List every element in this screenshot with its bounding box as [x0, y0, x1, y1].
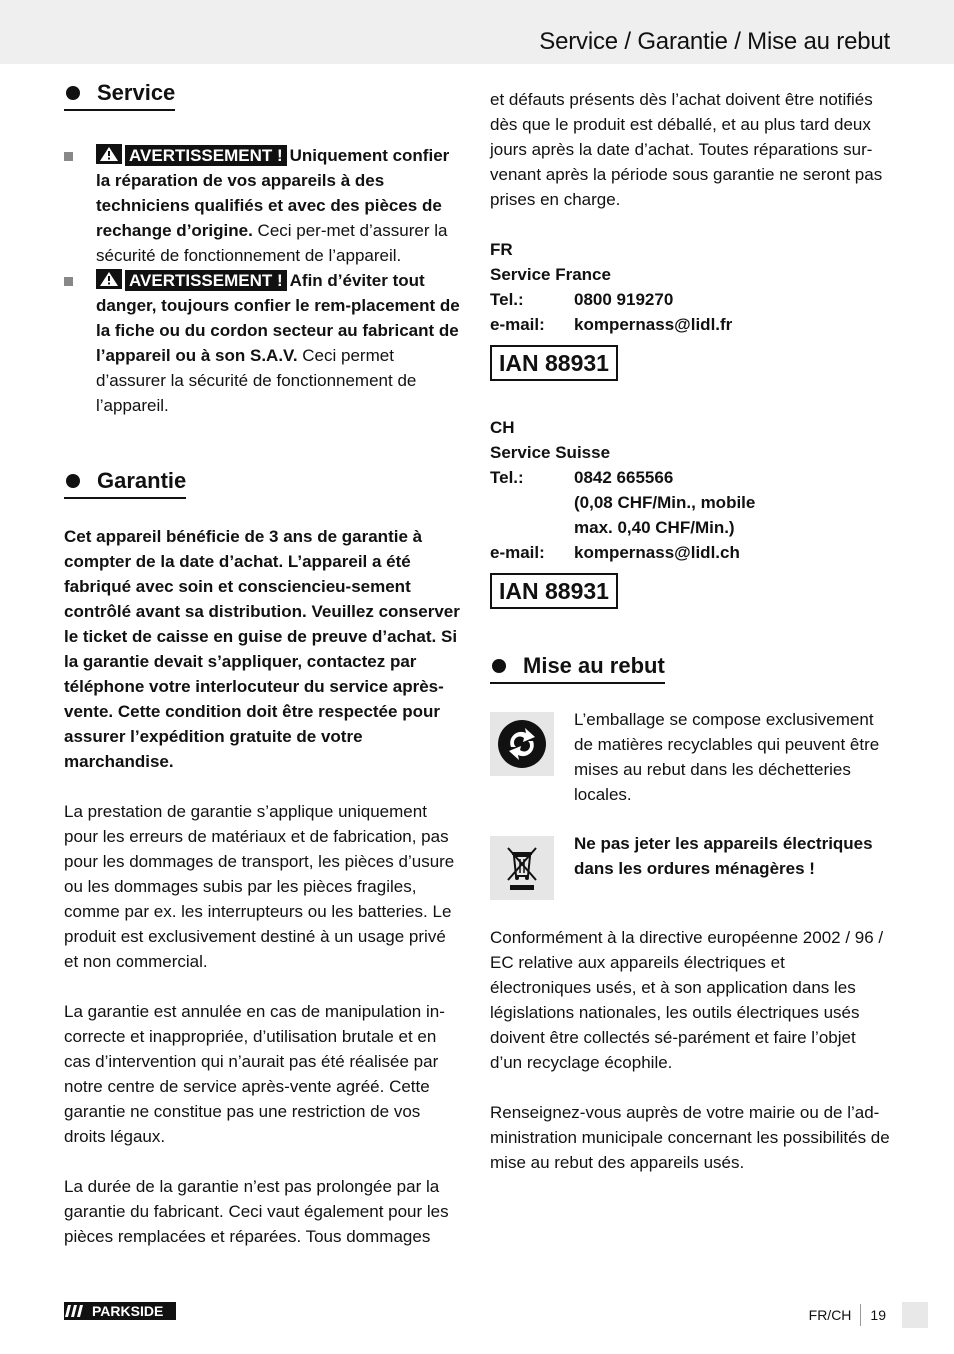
garantie-para-3-continued: et défauts présents dès l’achat doivent être notifiés dès que le produit est déballé, et au plus tard deux jours après la date d’achat. Toutes réparations sur-venant après la période sous garantie ne seront pas prises en charge. [490, 90, 883, 209]
ian-box: IAN 88931 [490, 345, 618, 381]
weee-warning-text: Ne pas jeter les appareils électriques dans les ordures ménagères ! [574, 834, 873, 878]
contact-country: FR [490, 240, 513, 259]
service-warning-2 [64, 268, 464, 418]
email-label: e-mail: [490, 315, 545, 334]
weee-block [490, 832, 890, 900]
crossed-bin-icon [490, 836, 554, 900]
green-dot-recycle-icon [490, 712, 554, 776]
heading-bullet-icon [492, 659, 506, 673]
rebut-heading-text: Mise au rebut [523, 653, 665, 678]
email-value: kompernass@lidl.ch [574, 543, 740, 562]
service-warning-1 [64, 143, 464, 268]
parkside-logo [64, 1302, 176, 1320]
tel-rate-max: max. 0,40 CHF/Min.) [574, 518, 735, 537]
contact-ch [490, 415, 890, 565]
right-column [490, 87, 890, 1175]
garantie-intro: Cet appareil bénéficie de 3 ans de garantie à compter de la date d’achat. L’appareil a été fabriqué avec soin et consciencieu-sement contrôlé avant sa distribution. Veuillez conserver le ticket de caisse en guise de preuve d’achat. Si la garantie devait s’appliquer, contactez par téléphone votre interlocuteur du service après-vente. Cette condition doit être respectée pour assurer l’expédition gratuite de votre marchandise. [64, 527, 460, 771]
page-number: 19 [870, 1307, 886, 1323]
header-bar [0, 0, 954, 64]
garantie-para-1: La prestation de garantie s’applique uniquement pour les erreurs de matériaux et de fabrication, pas pour les dommages de transport, les pièces d’usure ou les dommages subis par les pièces fragiles, comme par ex. les interrupteurs ou les batteries. Le produit est exclusivement destiné à un usage privé et non commercial. [64, 802, 455, 971]
service-heading [64, 80, 175, 111]
warning-bold-text: Uniquement confier la réparation de vos appareils à des techniciens qualifiés et avec des pièces de rechange d’origine. [96, 146, 450, 240]
warning-triangle-icon [96, 269, 122, 289]
footer-language: FR/CH [808, 1307, 852, 1323]
tel-value: 0800 919270 [574, 290, 674, 309]
footer-page-info [809, 1302, 928, 1328]
email-value: kompernass@lidl.fr [574, 315, 733, 334]
left-column [64, 80, 464, 1249]
warning-normal-text: Ceci per-met d’assurer la sécurité de fonctionnement de l’appareil. [96, 221, 448, 265]
page-tab-marker [902, 1302, 928, 1328]
parkside-stripes-icon [64, 1302, 86, 1320]
garantie-heading-text: Garantie [97, 468, 187, 493]
contact-service-name: Service Suisse [490, 443, 611, 462]
contact-fr [490, 237, 890, 337]
renseignez-text: Renseignez-vous auprès de votre mairie ou de l’ad-ministration municipale concernant les possibilités de mise au rebut des appareils usés. [490, 1103, 890, 1172]
warning-label: AVERTISSEMENT ! [125, 145, 287, 166]
warning-normal-text: Ceci permet d’assurer la sécurité de fonctionnement de l’appareil. [96, 346, 417, 415]
ian-box: IAN 88931 [490, 573, 618, 609]
warning-bold-text: Afin d’éviter tout danger, toujours confier le rem-placement de la fiche ou du cordon secteur au fabricant de l’appareil ou à son S.A.V. [96, 271, 460, 365]
garantie-para-2: La garantie est annulée en cas de manipulation in-correcte et inappropriée, d’utilisation brutale et en cas d’intervention qui n’aurait pas été réalisée par notre centre de service après-vente agréé. Cette garantie ne constitue pas une restriction de vos droits légaux. [64, 1002, 445, 1146]
warning-triangle-icon [96, 144, 122, 164]
email-label: e-mail: [490, 543, 545, 562]
contact-service-name: Service France [490, 265, 611, 284]
brand-name: PARKSIDE [92, 1303, 164, 1319]
warning-label: AVERTISSEMENT ! [125, 270, 287, 291]
packaging-block [490, 708, 890, 807]
square-bullet-icon [64, 152, 73, 161]
garantie-para-3: La durée de la garantie n’est pas prolongée par la garantie du fabricant. Ceci vaut également pour les pièces remplacées et réparées. Tous dommages [64, 1177, 449, 1246]
heading-bullet-icon [66, 86, 80, 100]
tel-rate-mobile: (0,08 CHF/Min., mobile [574, 493, 756, 512]
heading-bullet-icon [66, 474, 80, 488]
tel-label: Tel.: [490, 468, 524, 487]
tel-label: Tel.: [490, 290, 524, 309]
tel-value: 0842 665566 [574, 468, 674, 487]
rebut-heading [490, 653, 665, 684]
page-title: Service / Garantie / Mise au rebut [539, 28, 890, 55]
garantie-heading [64, 468, 186, 499]
contact-country: CH [490, 418, 515, 437]
square-bullet-icon [64, 277, 73, 286]
directive-text: Conformément à la directive européenne 2002 / 96 / EC relative aux appareils électriques et électroniques usés, et à son application dans les législations nationales, les outils électriques usés doivent être collectés sé-parément et faire l’objet d’un recyclage écophile. [490, 928, 884, 1072]
footer-divider [860, 1304, 861, 1326]
service-heading-text: Service [97, 80, 176, 105]
packaging-text: L’emballage se compose exclusivement de matières recyclables qui peuvent être mises au rebut dans les déchetteries locales. [574, 710, 880, 804]
